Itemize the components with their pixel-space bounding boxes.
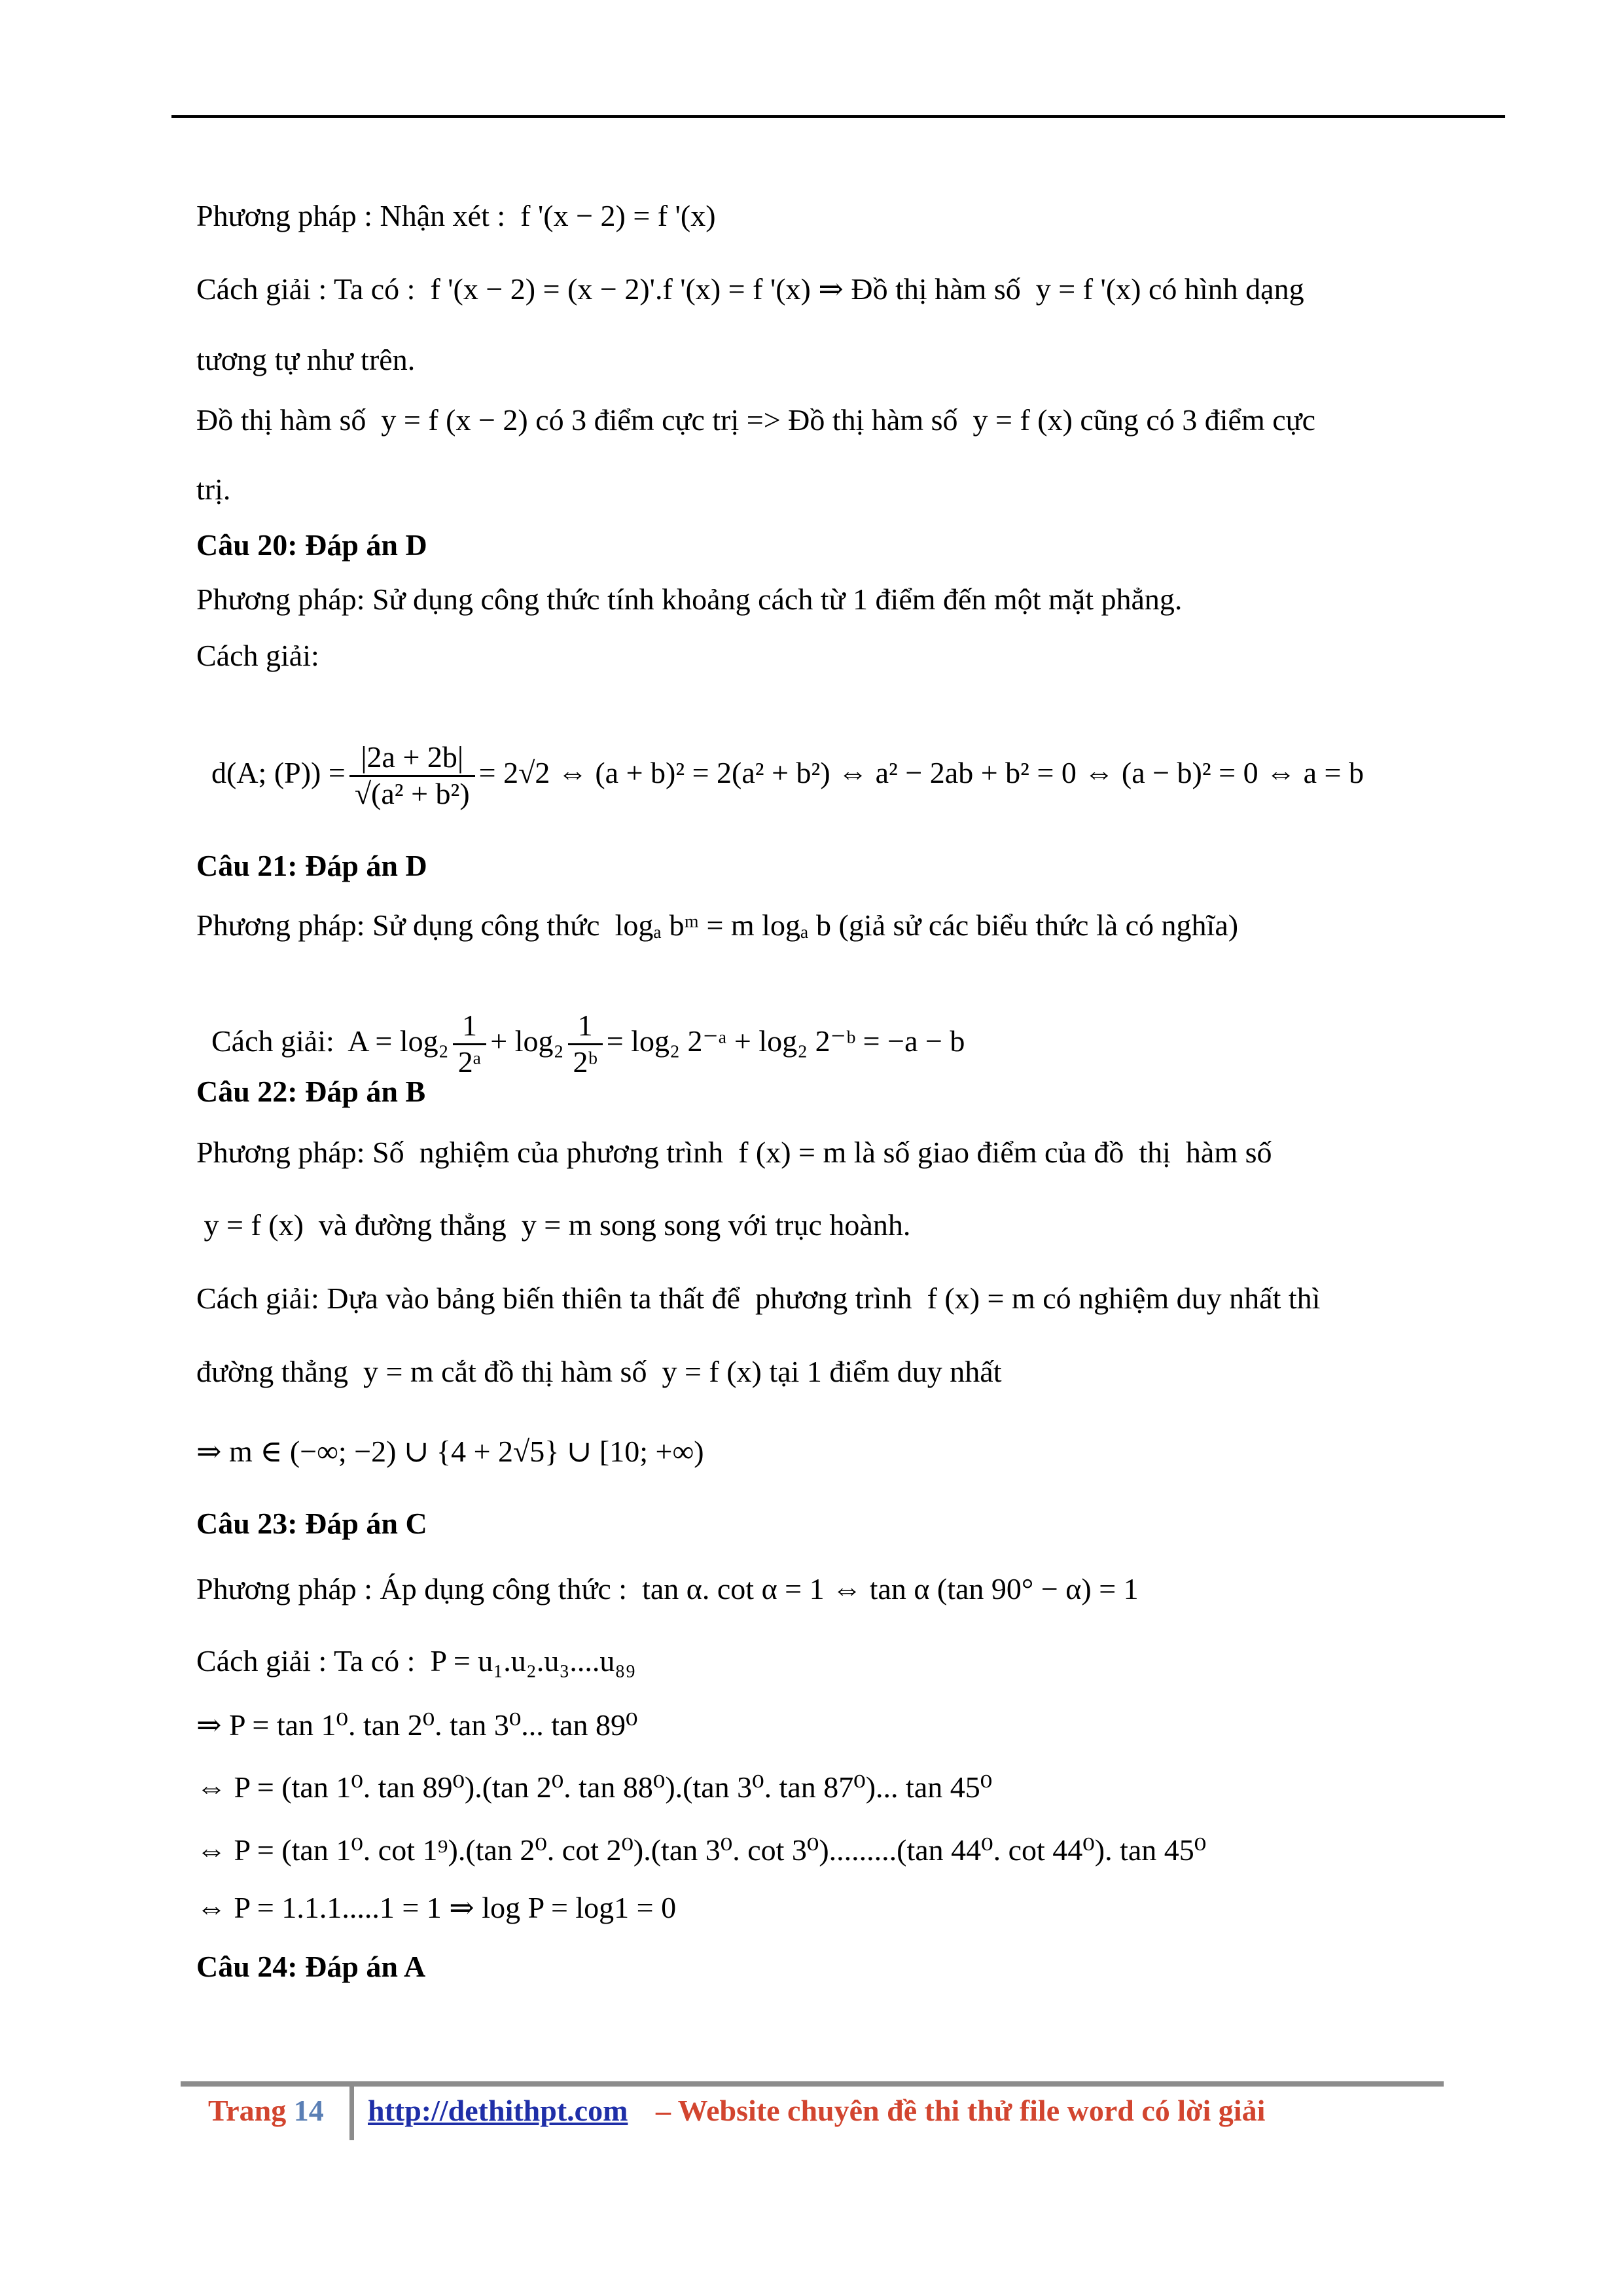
eq20-rhs: = 2√2 ⇔ (a + b)² = 2(a² + b²) ⇔ a² − 2ab + b² = 0 ⇔ (a − b)² = 0 ⇔ a = b bbox=[478, 755, 1364, 789]
eq20-numerator: |2a + 2b| bbox=[349, 740, 475, 777]
text-line: Đồ thị hàm số y = f (x − 2) có 3 điểm cực trị => Đồ thị hàm số y = f (x) cũng có 3 điểm cực bbox=[196, 403, 1315, 437]
text-line: Cách giải: bbox=[196, 639, 319, 672]
header-rule bbox=[171, 115, 1505, 118]
page-word: Trang bbox=[208, 2094, 287, 2127]
page-number bbox=[208, 2093, 324, 2128]
footer-divider bbox=[349, 2087, 354, 2140]
text-line: trị. bbox=[196, 473, 231, 506]
page-num: 14 bbox=[293, 2094, 324, 2127]
question-heading: Câu 23: Đáp án C bbox=[196, 1507, 427, 1540]
eq21-mid: + log₂ bbox=[490, 1024, 564, 1058]
text-line: ⇔ P = (tan 1⁰. cot 1⁹).(tan 2⁰. cot 2⁰).(tan 3⁰. cot 3⁰).........(tan 44⁰. cot 44⁰). tan 45⁰ bbox=[196, 1833, 1207, 1867]
eq21-fa-numerator: 1 bbox=[453, 1009, 487, 1045]
question-heading: Câu 24: Đáp án A bbox=[196, 1950, 426, 1983]
eq20-denominator: √(a² + b²) bbox=[354, 776, 470, 810]
footer-rule bbox=[181, 2081, 1444, 2087]
text-line: ⇔ P = (tan 1⁰. tan 89⁰).(tan 2⁰. tan 88⁰).(tan 3⁰. tan 87⁰)... tan 45⁰ bbox=[196, 1770, 993, 1804]
question-heading: Câu 21: Đáp án D bbox=[196, 849, 427, 882]
text-line: ⇒ P = tan 1⁰. tan 2⁰. tan 3⁰... tan 89⁰ bbox=[196, 1708, 638, 1742]
eq20-fraction bbox=[349, 740, 475, 812]
eq21-fa-denominator: 2ᵃ bbox=[457, 1045, 482, 1079]
eq21-lead: Cách giải: A = log₂ bbox=[211, 1024, 449, 1058]
question-heading: Câu 22: Đáp án B bbox=[196, 1075, 426, 1108]
eq20-lhs: d(A; (P)) = bbox=[211, 755, 346, 789]
eq21-fraction-a bbox=[453, 1009, 487, 1080]
eq21-rhs: = log₂ 2⁻ᵃ + log₂ 2⁻ᵇ = −a − b bbox=[606, 1024, 965, 1058]
text-line: đường thẳng y = m cắt đồ thị hàm số y = f (x) tại 1 điểm duy nhất bbox=[196, 1355, 1002, 1388]
text-line: Phương pháp : Áp dụng công thức : tan α. cot α = 1 ⇔ tan α (tan 90° − α) = 1 bbox=[196, 1572, 1139, 1605]
text-line: y = f (x) và đường thẳng y = m song song với trục hoành. bbox=[196, 1208, 911, 1242]
text-line: Phương pháp: Số nghiệm của phương trình f (x) = m là số giao điểm của đồ thị hàm số bbox=[196, 1136, 1272, 1169]
website-link[interactable]: http://dethithpt.com bbox=[368, 2094, 628, 2127]
text-line: Cách giải : Ta có : f '(x − 2) = (x − 2)'.f '(x) = f '(x) ⇒ Đồ thị hàm số y = f '(x) có hình dạng bbox=[196, 272, 1304, 306]
eq21-fb-numerator: 1 bbox=[568, 1009, 603, 1045]
eq21-fraction-b bbox=[568, 1009, 603, 1080]
equation-20 bbox=[196, 706, 1364, 812]
text-line: Cách giải: Dựa vào bảng biến thiên ta thất để phương trình f (x) = m có nghiệm duy nhất thì bbox=[196, 1282, 1321, 1315]
text-line: Phương pháp : Nhận xét : f '(x − 2) = f '(x) bbox=[196, 199, 716, 232]
text-line: ⇔ P = 1.1.1.....1 = 1 ⇒ log P = log1 = 0 bbox=[196, 1891, 677, 1924]
footer-tagline: – Website chuyên đề thi thử file word có lời giải bbox=[656, 2094, 1266, 2127]
eq21-fb-denominator: 2ᵇ bbox=[573, 1045, 597, 1079]
text-line: tương tự như trên. bbox=[196, 343, 416, 376]
text-line: ⇒ m ∈ (−∞; −2) ∪ {4 + 2√5} ∪ [10; +∞) bbox=[196, 1435, 704, 1468]
text-line: Cách giải : Ta có : P = u₁.u₂.u₃....u₈₉ bbox=[196, 1644, 636, 1677]
question-heading: Câu 20: Đáp án D bbox=[196, 528, 427, 562]
equation-21 bbox=[196, 974, 965, 1080]
text-line: Phương pháp: Sử dụng công thức tính khoảng cách từ 1 điểm đến một mặt phẳng. bbox=[196, 583, 1183, 616]
text-line: Phương pháp: Sử dụng công thức logₐ bᵐ = m logₐ b (giả sử các biểu thức là có nghĩa) bbox=[196, 908, 1239, 942]
